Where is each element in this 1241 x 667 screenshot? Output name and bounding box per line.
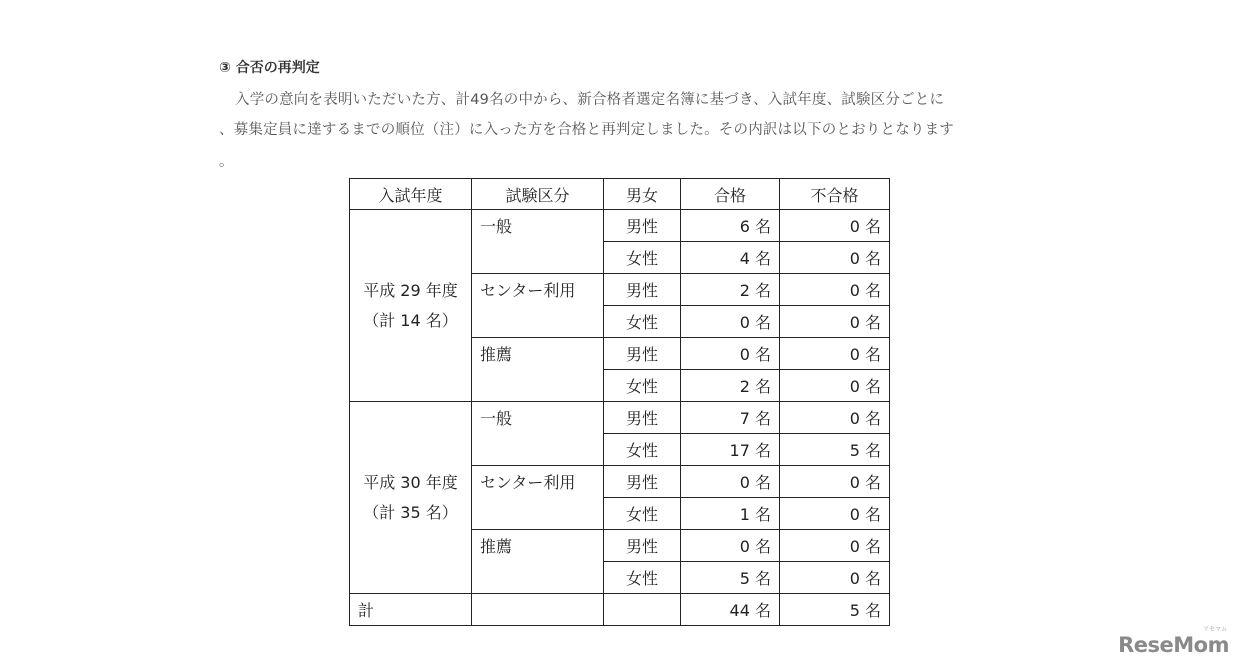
pass-cell: 1 名	[681, 498, 780, 530]
fail-cell: 0 名	[780, 402, 890, 434]
header-fail: 不合格	[780, 179, 890, 210]
gender-cell: 女性	[604, 498, 681, 530]
pass-cell: 17 名	[681, 434, 780, 466]
results-table	[349, 178, 890, 626]
pass-cell: 6 名	[681, 210, 780, 242]
category-cell: 一般	[472, 210, 604, 274]
year-subtotal: （計 14 名）	[363, 310, 458, 330]
pass-cell: 0 名	[681, 338, 780, 370]
resemom-logo: ReseMom	[1118, 633, 1229, 657]
category-cell: センター利用	[472, 274, 604, 338]
gender-cell: 女性	[604, 370, 681, 402]
year-cell	[350, 210, 472, 402]
fail-cell: 0 名	[780, 370, 890, 402]
category-cell: 一般	[472, 402, 604, 466]
pass-cell: 5 名	[681, 562, 780, 594]
year-subtotal: （計 35 名）	[363, 502, 458, 522]
fail-cell: 5 名	[780, 434, 890, 466]
gender-cell: 男性	[604, 530, 681, 562]
fail-cell: 0 名	[780, 466, 890, 498]
gender-cell: 男性	[604, 402, 681, 434]
fail-cell: 0 名	[780, 498, 890, 530]
paragraph-line-3: 。	[219, 154, 234, 170]
category-cell: センター利用	[472, 466, 604, 530]
category-cell: 推薦	[472, 338, 604, 402]
pass-cell: 2 名	[681, 370, 780, 402]
category-cell: 推薦	[472, 530, 604, 594]
total-pass: 44 名	[681, 594, 780, 626]
gender-cell: 女性	[604, 434, 681, 466]
total-label: 計	[350, 594, 472, 626]
year-label: 平成 29 年度	[363, 280, 458, 300]
section-heading: ③ 合否の再判定	[219, 60, 320, 76]
gender-cell: 男性	[604, 338, 681, 370]
total-fail: 5 名	[780, 594, 890, 626]
fail-cell: 0 名	[780, 210, 890, 242]
header-category: 試験区分	[472, 179, 604, 210]
logo-subtext: リセマム	[1203, 626, 1227, 633]
empty-cell	[604, 594, 681, 626]
pass-cell: 0 名	[681, 306, 780, 338]
header-gender: 男女	[604, 179, 681, 210]
year-label: 平成 30 年度	[363, 472, 458, 492]
gender-cell: 女性	[604, 562, 681, 594]
fail-cell: 0 名	[780, 562, 890, 594]
header-pass: 合格	[681, 179, 780, 210]
total-row	[350, 594, 890, 626]
table-row	[350, 402, 890, 434]
gender-cell: 女性	[604, 306, 681, 338]
pass-cell: 0 名	[681, 530, 780, 562]
gender-cell: 女性	[604, 242, 681, 274]
paragraph-line-2: 、募集定員に達するまでの順位（注）に入った方を合格と再判定しました。その内訳は以下のとおりとなります	[219, 122, 954, 138]
fail-cell: 0 名	[780, 274, 890, 306]
gender-cell: 男性	[604, 274, 681, 306]
paragraph-line-1: 入学の意向を表明いただいた方、計49名の中から、新合格者選定名簿に基づき、入試年度、試験区分ごとに	[235, 92, 945, 108]
fail-cell: 0 名	[780, 530, 890, 562]
gender-cell: 男性	[604, 466, 681, 498]
table-row	[350, 210, 890, 242]
fail-cell: 0 名	[780, 242, 890, 274]
gender-cell: 男性	[604, 210, 681, 242]
pass-cell: 0 名	[681, 466, 780, 498]
fail-cell: 0 名	[780, 338, 890, 370]
header-year: 入試年度	[350, 179, 472, 210]
table-header-row	[350, 179, 890, 210]
fail-cell: 0 名	[780, 306, 890, 338]
pass-cell: 2 名	[681, 274, 780, 306]
year-cell	[350, 402, 472, 594]
pass-cell: 7 名	[681, 402, 780, 434]
empty-cell	[472, 594, 604, 626]
pass-cell: 4 名	[681, 242, 780, 274]
